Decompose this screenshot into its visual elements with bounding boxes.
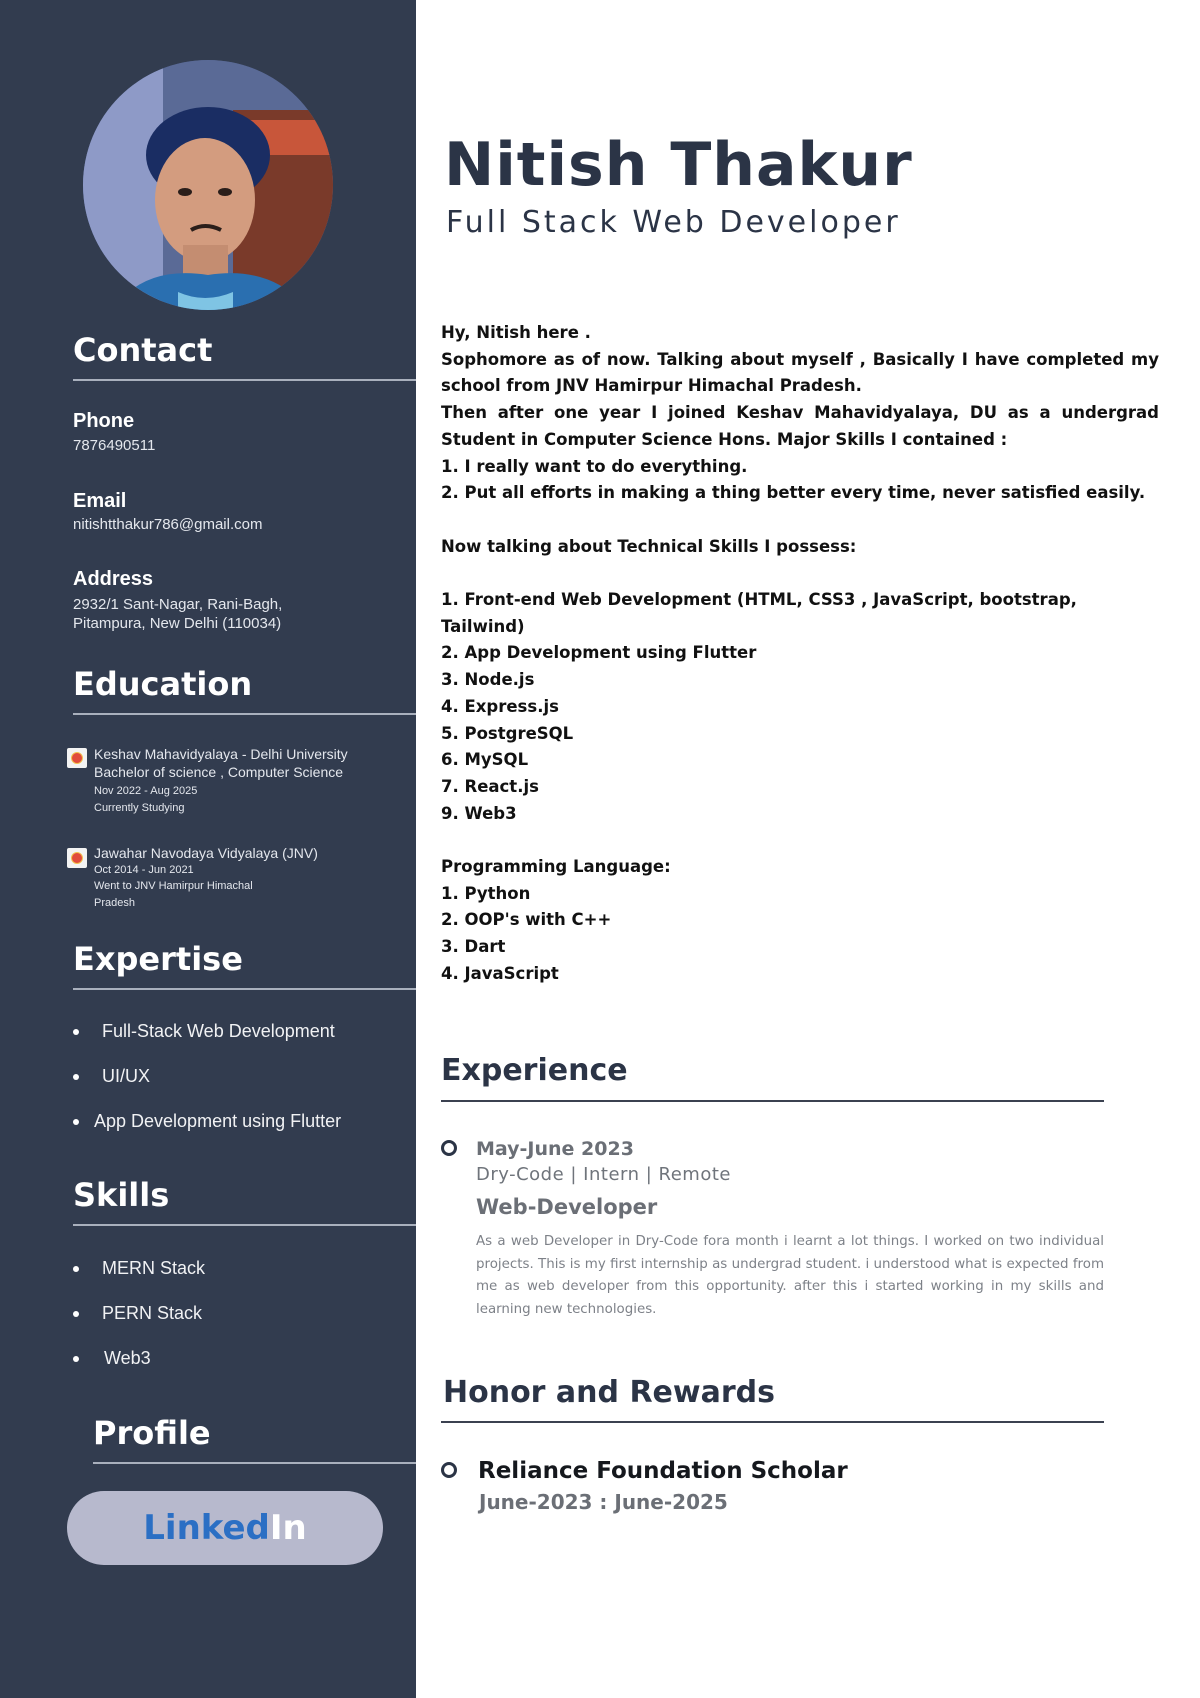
honor-title: Reliance Foundation Scholar bbox=[478, 1458, 848, 1484]
candidate-role: Full Stack Web Developer bbox=[446, 205, 901, 240]
about-greeting: Hy, Nitish here . bbox=[441, 323, 591, 342]
language-item: 2. OOP's with C++ bbox=[441, 910, 612, 930]
linkedin-label-in: In bbox=[269, 1508, 307, 1548]
school-logo-icon bbox=[67, 848, 87, 868]
skill-item: PERN Stack bbox=[73, 1303, 205, 1348]
contact-heading: Contact bbox=[73, 331, 213, 369]
expertise-item: Full-Stack Web Development bbox=[73, 1021, 341, 1066]
skills-divider bbox=[73, 1224, 416, 1226]
about-intro-2: Then after one year I joined Keshav Mahavidyalaya, DU as a undergrad Student in Computer Science Hons. Major Skills I contained : bbox=[441, 403, 1159, 449]
college-logo-icon bbox=[67, 748, 87, 768]
tech-skill-item: 1. Front-end Web Development (HTML, CSS3 , JavaScript, bootstrap, Tailwind) bbox=[441, 590, 1077, 636]
expertise-divider bbox=[73, 988, 416, 990]
tech-skill-item: 5. PostgreSQL bbox=[441, 723, 574, 743]
experience-divider bbox=[441, 1100, 1104, 1102]
education-2-institution: Jawahar Navodaya Vidyalaya (JNV) bbox=[94, 845, 318, 861]
timeline-circle-icon bbox=[441, 1140, 457, 1156]
experience-title: Web-Developer bbox=[476, 1195, 658, 1219]
tech-skill-item: 6. MySQL bbox=[441, 750, 529, 770]
expertise-item: UI/UX bbox=[73, 1066, 341, 1111]
skills-heading: Skills bbox=[73, 1176, 170, 1214]
skills-list bbox=[73, 1258, 205, 1393]
profile-divider bbox=[93, 1462, 416, 1464]
language-item: 1. Python bbox=[441, 883, 531, 903]
skill-item: MERN Stack bbox=[73, 1258, 205, 1303]
about-section bbox=[441, 320, 1159, 988]
candidate-name: Nitish Thakur bbox=[444, 130, 913, 200]
timeline-circle-icon bbox=[441, 1462, 457, 1478]
about-point: 1. I really want to do everything. bbox=[441, 456, 748, 476]
address-line-2: Pitampura, New Delhi (110034) bbox=[73, 615, 282, 632]
expertise-heading: Expertise bbox=[73, 940, 243, 978]
expertise-item: App Development using Flutter bbox=[73, 1111, 341, 1156]
education-1-status: Currently Studying bbox=[94, 802, 185, 814]
education-item-2 bbox=[94, 845, 318, 911]
sidebar bbox=[0, 0, 416, 1698]
education-2-location-cont: Pradesh bbox=[94, 897, 135, 909]
tech-skill-item: 7. React.js bbox=[441, 776, 539, 796]
profile-photo-illustration bbox=[83, 60, 333, 310]
tech-skill-item: 3. Node.js bbox=[441, 670, 535, 690]
phone-value: 7876490511 bbox=[73, 437, 156, 454]
tech-skill-item: 9. Web3 bbox=[441, 803, 517, 823]
education-1-degree: Bachelor of science , Computer Science bbox=[94, 764, 344, 780]
honors-heading: Honor and Rewards bbox=[443, 1375, 775, 1410]
education-heading: Education bbox=[73, 665, 253, 703]
education-2-dates: Oct 2014 - Jun 2021 bbox=[94, 864, 194, 876]
tech-skills-heading: Now talking about Technical Skills I possess: bbox=[441, 536, 857, 556]
education-item-1 bbox=[94, 746, 348, 816]
education-1-institution: Keshav Mahavidyalaya - Delhi University bbox=[94, 746, 348, 762]
contact-divider bbox=[73, 379, 416, 381]
experience-company: Dry-Code | Intern | Remote bbox=[476, 1164, 731, 1185]
skill-item: Web3 bbox=[73, 1348, 205, 1393]
language-item: 3. Dart bbox=[441, 937, 506, 957]
address-line-1: 2932/1 Sant-Nagar, Rani-Bagh, bbox=[73, 596, 283, 613]
address-label: Address bbox=[73, 568, 154, 590]
programming-language-heading: Programming Language: bbox=[441, 857, 671, 877]
email-value: nitishtthakur786@gmail.com bbox=[73, 516, 263, 533]
linkedin-button[interactable] bbox=[67, 1491, 383, 1565]
profile-heading: Profile bbox=[93, 1414, 211, 1452]
experience-heading: Experience bbox=[441, 1053, 628, 1088]
about-point: 2. Put all efforts in making a thing better every time, never satisfied easily. bbox=[441, 483, 1146, 503]
experience-description: As a web Developer in Dry-Code fora month i learnt a lot things. I worked on two individual projects. This is my first internship as undergrad student. i understood what is expected from me as web developer from this opportunity. after this i started working in my skills and learning new technologies. bbox=[476, 1234, 1104, 1317]
honor-date: June-2023 : June-2025 bbox=[479, 1490, 728, 1514]
phone-label: Phone bbox=[73, 410, 135, 432]
tech-skill-item: 4. Express.js bbox=[441, 696, 559, 716]
experience-date: May-June 2023 bbox=[476, 1138, 634, 1160]
linkedin-label-linked: Linked bbox=[143, 1508, 270, 1548]
about-intro-1: Sophomore as of now. Talking about myself , Basically I have completed my school from JNV Hamirpur Himachal Pradesh. bbox=[441, 349, 1159, 396]
education-2-location: Went to JNV Hamirpur Himachal bbox=[94, 880, 253, 892]
expertise-list bbox=[73, 1021, 341, 1156]
tech-skill-item: 2. App Development using Flutter bbox=[441, 643, 757, 663]
email-label: Email bbox=[73, 490, 127, 512]
language-item: 4. JavaScript bbox=[441, 963, 559, 983]
profile-photo bbox=[83, 60, 333, 310]
honors-divider bbox=[441, 1421, 1104, 1423]
education-1-dates: Nov 2022 - Aug 2025 bbox=[94, 785, 198, 797]
education-divider bbox=[73, 713, 416, 715]
